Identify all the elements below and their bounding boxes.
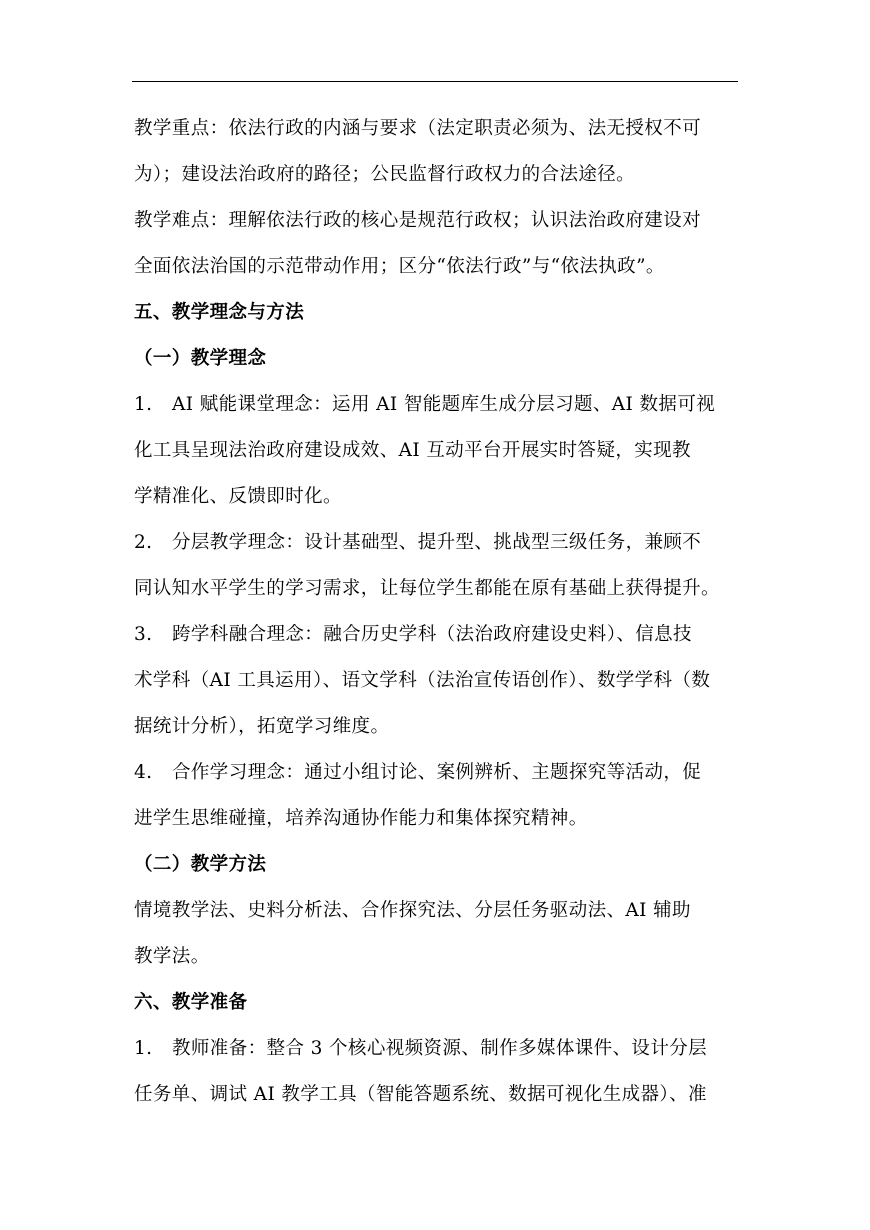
- section-heading: [134, 336, 754, 382]
- paragraph: [134, 888, 754, 980]
- text-line: 任务单、调试 AI 教学工具（智能答题系统、数据可视化生成器）、准: [134, 1084, 707, 1105]
- header-rule: [132, 81, 738, 82]
- item-text: 分层教学理念：设计基础型、提升型、挑战型三级任务，兼顾不: [172, 532, 702, 553]
- text-line: 教学法。: [134, 946, 210, 967]
- section-heading: [134, 842, 754, 888]
- paragraph: [134, 198, 754, 290]
- section-heading: [134, 980, 754, 1026]
- item-text: 合作学习理念：通过小组讨论、案例辨析、主题探究等活动，促: [172, 762, 702, 783]
- item-text: 跨学科融合理念：融合历史学科（法治政府建设史料）、信息技: [172, 624, 692, 645]
- text-line: [134, 1026, 754, 1072]
- document-body: [134, 106, 754, 1118]
- text-line: 进学生思维碰撞，培养沟通协作能力和集体探究精神。: [134, 808, 588, 829]
- numbered-item: [134, 612, 754, 750]
- text-line: 学精准化、反馈即时化。: [134, 486, 342, 507]
- item-number: 2.: [134, 532, 153, 553]
- text-line: 据统计分析），拓宽学习维度。: [134, 716, 390, 737]
- text-line: 教学重点：依法行政的内涵与要求（法定职责必须为、法无授权不可: [134, 118, 702, 139]
- text-line: [134, 520, 754, 566]
- numbered-item: [134, 1026, 754, 1118]
- text-line: 同认知水平学生的学习需求，让每位学生都能在原有基础上获得提升。: [134, 578, 720, 599]
- text-line: [134, 750, 754, 796]
- item-number: 4.: [134, 762, 153, 783]
- section-heading: [134, 290, 754, 336]
- text-line: 术学科（AI 工具运用）、语文学科（法治宣传语创作）、数学学科（数: [134, 670, 711, 691]
- text-line: 情境教学法、史料分析法、合作探究法、分层任务驱动法、AI 辅助: [134, 900, 691, 921]
- text-line: 为）；建设法治政府的路径；公民监督行政权力的合法途径。: [134, 164, 636, 185]
- numbered-item: [134, 520, 754, 612]
- text-line: [134, 612, 754, 658]
- heading-text: （二）教学方法: [134, 854, 267, 875]
- heading-text: 五、教学理念与方法: [134, 302, 305, 323]
- numbered-item: [134, 750, 754, 842]
- text-line: 教学难点：理解依法行政的核心是规范行政权；认识法治政府建设对: [134, 210, 702, 231]
- text-line: 化工具呈现法治政府建设成效、AI 互动平台开展实时答疑，实现教: [134, 440, 691, 461]
- item-text: 教师准备：整合 3 个核心视频资源、制作多媒体课件、设计分层: [172, 1038, 708, 1059]
- text-line: 全面依法治国的示范带动作用；区分“依法行政”与“依法执政”。: [134, 256, 665, 277]
- heading-text: （一）教学理念: [134, 348, 267, 369]
- item-number: 3.: [134, 624, 153, 645]
- heading-text: 六、教学准备: [134, 992, 248, 1013]
- text-line: [134, 382, 754, 428]
- paragraph: [134, 106, 754, 198]
- item-number: 1.: [134, 1038, 153, 1059]
- numbered-item: [134, 382, 754, 520]
- item-number: 1.: [134, 394, 153, 415]
- item-text: AI 赋能课堂理念：运用 AI 智能题库生成分层习题、AI 数据可视: [172, 394, 716, 415]
